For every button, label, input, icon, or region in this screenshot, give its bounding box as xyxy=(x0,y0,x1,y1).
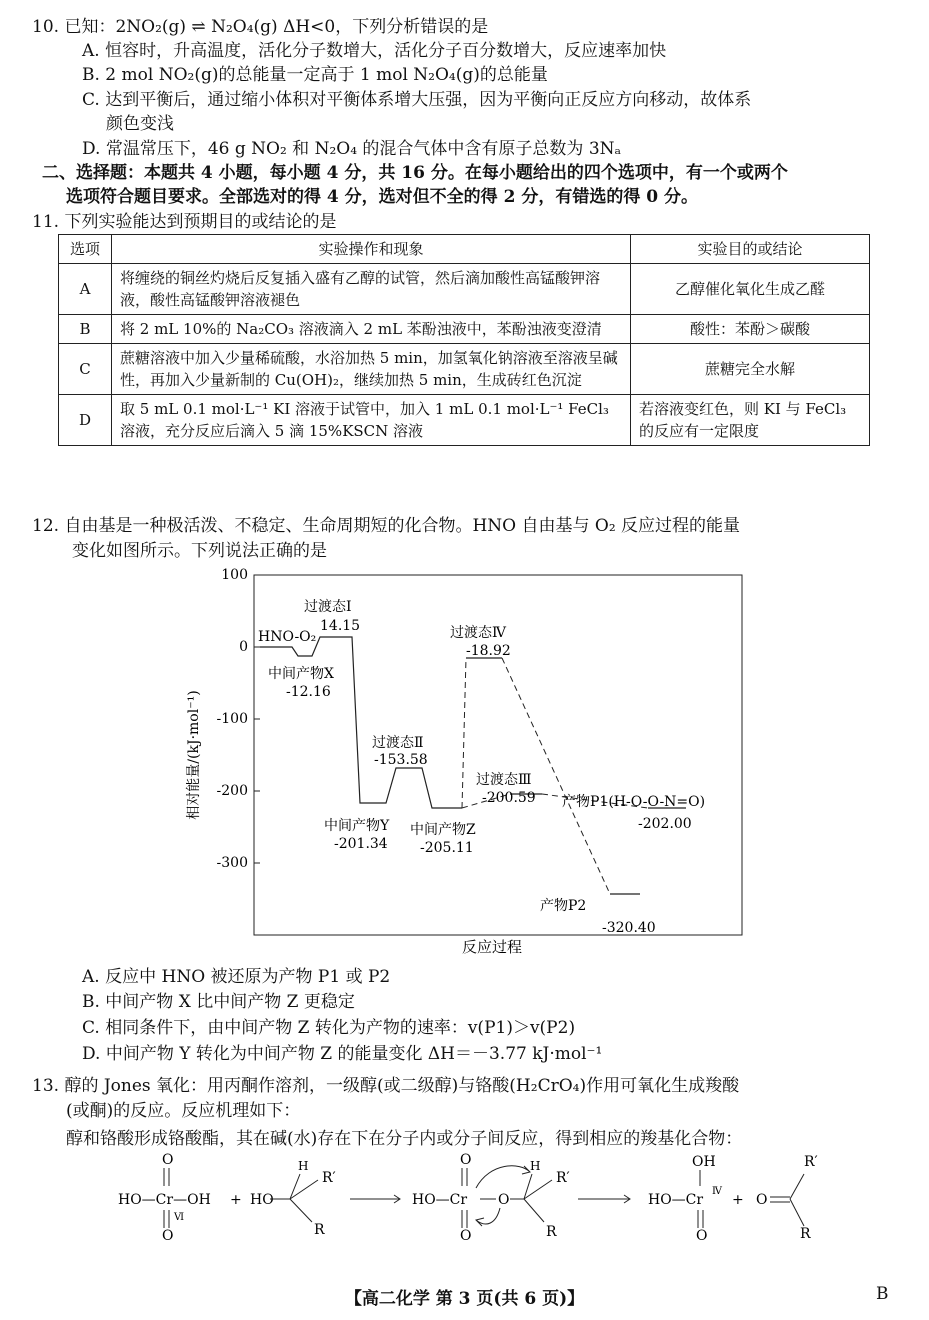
y-axis-label: 相对能量/(kJ·mol⁻¹) xyxy=(186,690,202,820)
state-label-p1: 产物P1(H-O-O-N=O) xyxy=(562,794,706,810)
cr-iv: Ⅳ xyxy=(712,1186,722,1197)
double-bond xyxy=(462,1210,467,1228)
ester-rp: R′ xyxy=(556,1170,570,1186)
q10-option-b: B. 2 mol NO₂(g)的总能量一定高于 1 mol N₂O₄(g)的总能量 xyxy=(82,65,548,85)
q12-option-d: D. 中间产物 Y 转化为中间产物 Z 的能量变化 ΔH＝－3.77 kJ·mol⁻¹ xyxy=(82,1044,603,1064)
state-label-z: 中间产物Z xyxy=(410,822,476,838)
q10-stem: 10. 已知：2NO₂(g) ⇌ N₂O₄(g) ΔH<0，下列分析错误的是 xyxy=(32,17,489,37)
o-bottom-3: O xyxy=(696,1228,708,1244)
q12-option-c: C. 相同条件下，由中间产物 Z 转化为产物的速率：v(P1)＞v(P2) xyxy=(82,1018,576,1038)
curved-arrow-bottom xyxy=(476,1208,500,1226)
chromic-acid: HO—Cr—OH xyxy=(118,1192,211,1208)
y-axis-ticks xyxy=(217,567,260,871)
ytick-label: -100 xyxy=(216,711,248,727)
alcohol-h: H xyxy=(298,1159,309,1173)
alcohol-rp: R′ xyxy=(322,1170,336,1186)
double-bond xyxy=(698,1210,703,1228)
state-label-y: 中间产物Y xyxy=(324,818,390,834)
ester-o: O xyxy=(498,1192,510,1208)
q10-option-a: A. 恒容时，升高温度，活化分子数增大，活化分子百分数增大，反应速率加快 xyxy=(82,41,667,61)
state-label-ts1: 过渡态Ⅰ xyxy=(304,599,352,615)
section2-line2: 选项符合题目要求。全部选对的得 4 分，选对但不全的得 2 分，有错选的得 0 分。 xyxy=(66,187,698,207)
ytick-label: 100 xyxy=(221,567,248,583)
value-label-p2: -320.40 xyxy=(602,920,656,936)
ytick-label: 0 xyxy=(239,639,248,655)
double-bond xyxy=(164,1210,169,1228)
q10-option-c: C. 达到平衡后，通过缩小体积对平衡体系增大压强，因为平衡向正反应方向移动，故体系 xyxy=(82,90,752,110)
row-conclusion: 蔗糖完全水解 xyxy=(631,344,870,395)
q12-stem-line1: 12. 自由基是一种极活泼、不稳定、生命周期短的化合物。HNO 自由基与 O₂ 反应过程的能量 xyxy=(32,516,741,536)
table-row xyxy=(59,315,870,344)
row-operation: 将 2 mL 10%的 Na₂CO₃ 溶液滴入 2 mL 苯酚浊液中，苯酚浊液变澄清 xyxy=(112,315,631,344)
arrow-1 xyxy=(350,1195,400,1203)
value-label-p1: -202.00 xyxy=(638,816,692,832)
row-option: D xyxy=(59,395,112,446)
connector xyxy=(462,658,466,808)
q13-stem-line1: 13. 醇的 Jones 氧化：用丙酮作溶剂，一级醇(或二级醇)与铬酸(H₂CrO₄)作用可氧化生成羧酸 xyxy=(32,1076,740,1096)
row-operation: 取 5 mL 0.1 mol·L⁻¹ KI 溶液于试管中，加入 1 mL 0.1 mol·L⁻¹ FeCl₃ 溶液，充分反应后滴入 5 滴 15%KSCN 溶液 xyxy=(112,395,631,446)
ester-r: R xyxy=(546,1224,557,1240)
value-label-y: -201.34 xyxy=(334,836,388,852)
value-label-z: -205.11 xyxy=(420,840,474,856)
ytick-label: -200 xyxy=(216,783,248,799)
state-label-hno-o2: HNO-O₂ xyxy=(258,629,317,645)
product-oh: OH xyxy=(692,1154,716,1170)
header-operation: 实验操作和现象 xyxy=(112,235,631,264)
q10-option-c-cont: 颜色变浅 xyxy=(106,114,174,134)
q10-option-d: D. 常温常压下，46 g NO₂ 和 N₂O₄ 的混合气体中含有原子总数为 3Nₐ xyxy=(82,139,622,159)
paper-version: B xyxy=(876,1284,889,1304)
o-top-2: O xyxy=(460,1152,472,1168)
cr-vi: Ⅵ xyxy=(174,1212,185,1223)
q11-table xyxy=(58,234,870,446)
table-row xyxy=(59,344,870,395)
header-option: 选项 xyxy=(59,235,112,264)
section2-line1: 二、选择题：本题共 4 小题，每小题 4 分，共 16 分。在每小题给出的四个选项中，有一个或两个 xyxy=(42,163,788,183)
row-operation: 蔗糖溶液中加入少量稀硫酸，水浴加热 5 min，加氢氧化钠溶液至溶液呈碱性，再加入少量新制的 Cu(OH)₂，继续加热 5 min，生成砖红色沉淀 xyxy=(112,344,631,395)
double-bond xyxy=(462,1168,467,1186)
ester-ho-cr: HO—Cr xyxy=(412,1192,468,1208)
row-option: A xyxy=(59,264,112,315)
header-conclusion: 实验目的或结论 xyxy=(631,235,870,264)
row-option: C xyxy=(59,344,112,395)
state-label-x: 中间产物X xyxy=(268,666,334,682)
plus-2: + xyxy=(732,1192,744,1208)
jones-mechanism xyxy=(100,1152,900,1252)
level-path xyxy=(260,637,462,808)
q13-stem-line3: 醇和铬酸形成铬酸酯，其在碱(水)存在下在分子内或分子间反应，得到相应的羧基化合物： xyxy=(66,1129,743,1149)
q12-option-a: A. 反应中 HNO 被还原为产物 P1 或 P2 xyxy=(82,967,391,987)
alcohol-ho: HO xyxy=(250,1192,274,1208)
value-label-ts4: -18.92 xyxy=(466,643,511,659)
state-label-ts3: 过渡态Ⅲ xyxy=(476,772,532,788)
o-top-1: O xyxy=(162,1152,174,1168)
table-row xyxy=(59,395,870,446)
mechanism-text xyxy=(118,1152,818,1244)
value-label-x: -12.16 xyxy=(286,684,331,700)
table-header-row xyxy=(59,235,870,264)
state-label-ts4: 过渡态Ⅳ xyxy=(450,625,506,641)
q11-stem: 11. 下列实验能达到预期目的或结论的是 xyxy=(32,212,337,232)
double-bond xyxy=(164,1168,169,1186)
page-footer: 【高二化学 第 3 页(共 6 页)】 xyxy=(344,1289,585,1309)
curved-arrow-top xyxy=(476,1166,530,1188)
row-conclusion: 酸性：苯酚＞碳酸 xyxy=(631,315,870,344)
value-label-ts3: -200.59 xyxy=(482,790,536,806)
carbonyl-bonds xyxy=(770,1174,804,1226)
plus-1: + xyxy=(230,1192,242,1208)
row-conclusion: 乙醇催化氧化生成乙醛 xyxy=(631,264,870,315)
x-axis-label: 反应过程 xyxy=(461,938,523,956)
energy-diagram xyxy=(170,562,790,962)
row-option: B xyxy=(59,315,112,344)
row-operation: 将缠绕的铜丝灼烧后反复插入盛有乙醇的试管，然后滴加酸性高锰酸钾溶液，酸性高锰酸钾溶液褪色 xyxy=(112,264,631,315)
o-bottom-2: O xyxy=(460,1228,472,1244)
q12-stem-line2: 变化如图所示。下列说法正确的是 xyxy=(72,541,327,561)
table-row xyxy=(59,264,870,315)
value-label-ts1: 14.15 xyxy=(320,618,361,634)
row-conclusion: 若溶液变红色，则 KI 与 FeCl₃ 的反应有一定限度 xyxy=(631,395,870,446)
carbonyl-r: R xyxy=(800,1226,811,1242)
q13-stem-line2: (或酮)的反应。反应机理如下： xyxy=(66,1101,301,1121)
state-label-ts2: 过渡态Ⅱ xyxy=(372,735,424,751)
alcohol-bonds xyxy=(270,1174,318,1222)
ester-bonds xyxy=(480,1174,552,1222)
product-ho-cr: HO—Cr xyxy=(648,1192,704,1208)
q12-option-b: B. 中间产物 X 比中间产物 Z 更稳定 xyxy=(82,992,355,1012)
ester-h: H xyxy=(530,1159,541,1173)
alcohol-r: R xyxy=(314,1222,325,1238)
state-label-p2: 产物P2 xyxy=(540,898,587,914)
carbonyl-rp: R′ xyxy=(804,1154,818,1170)
ytick-label: -300 xyxy=(216,855,248,871)
arrow-2 xyxy=(578,1195,630,1203)
value-label-ts2: -153.58 xyxy=(374,752,428,768)
carbonyl-o: O xyxy=(756,1192,768,1208)
o-bottom-1: O xyxy=(162,1228,174,1244)
